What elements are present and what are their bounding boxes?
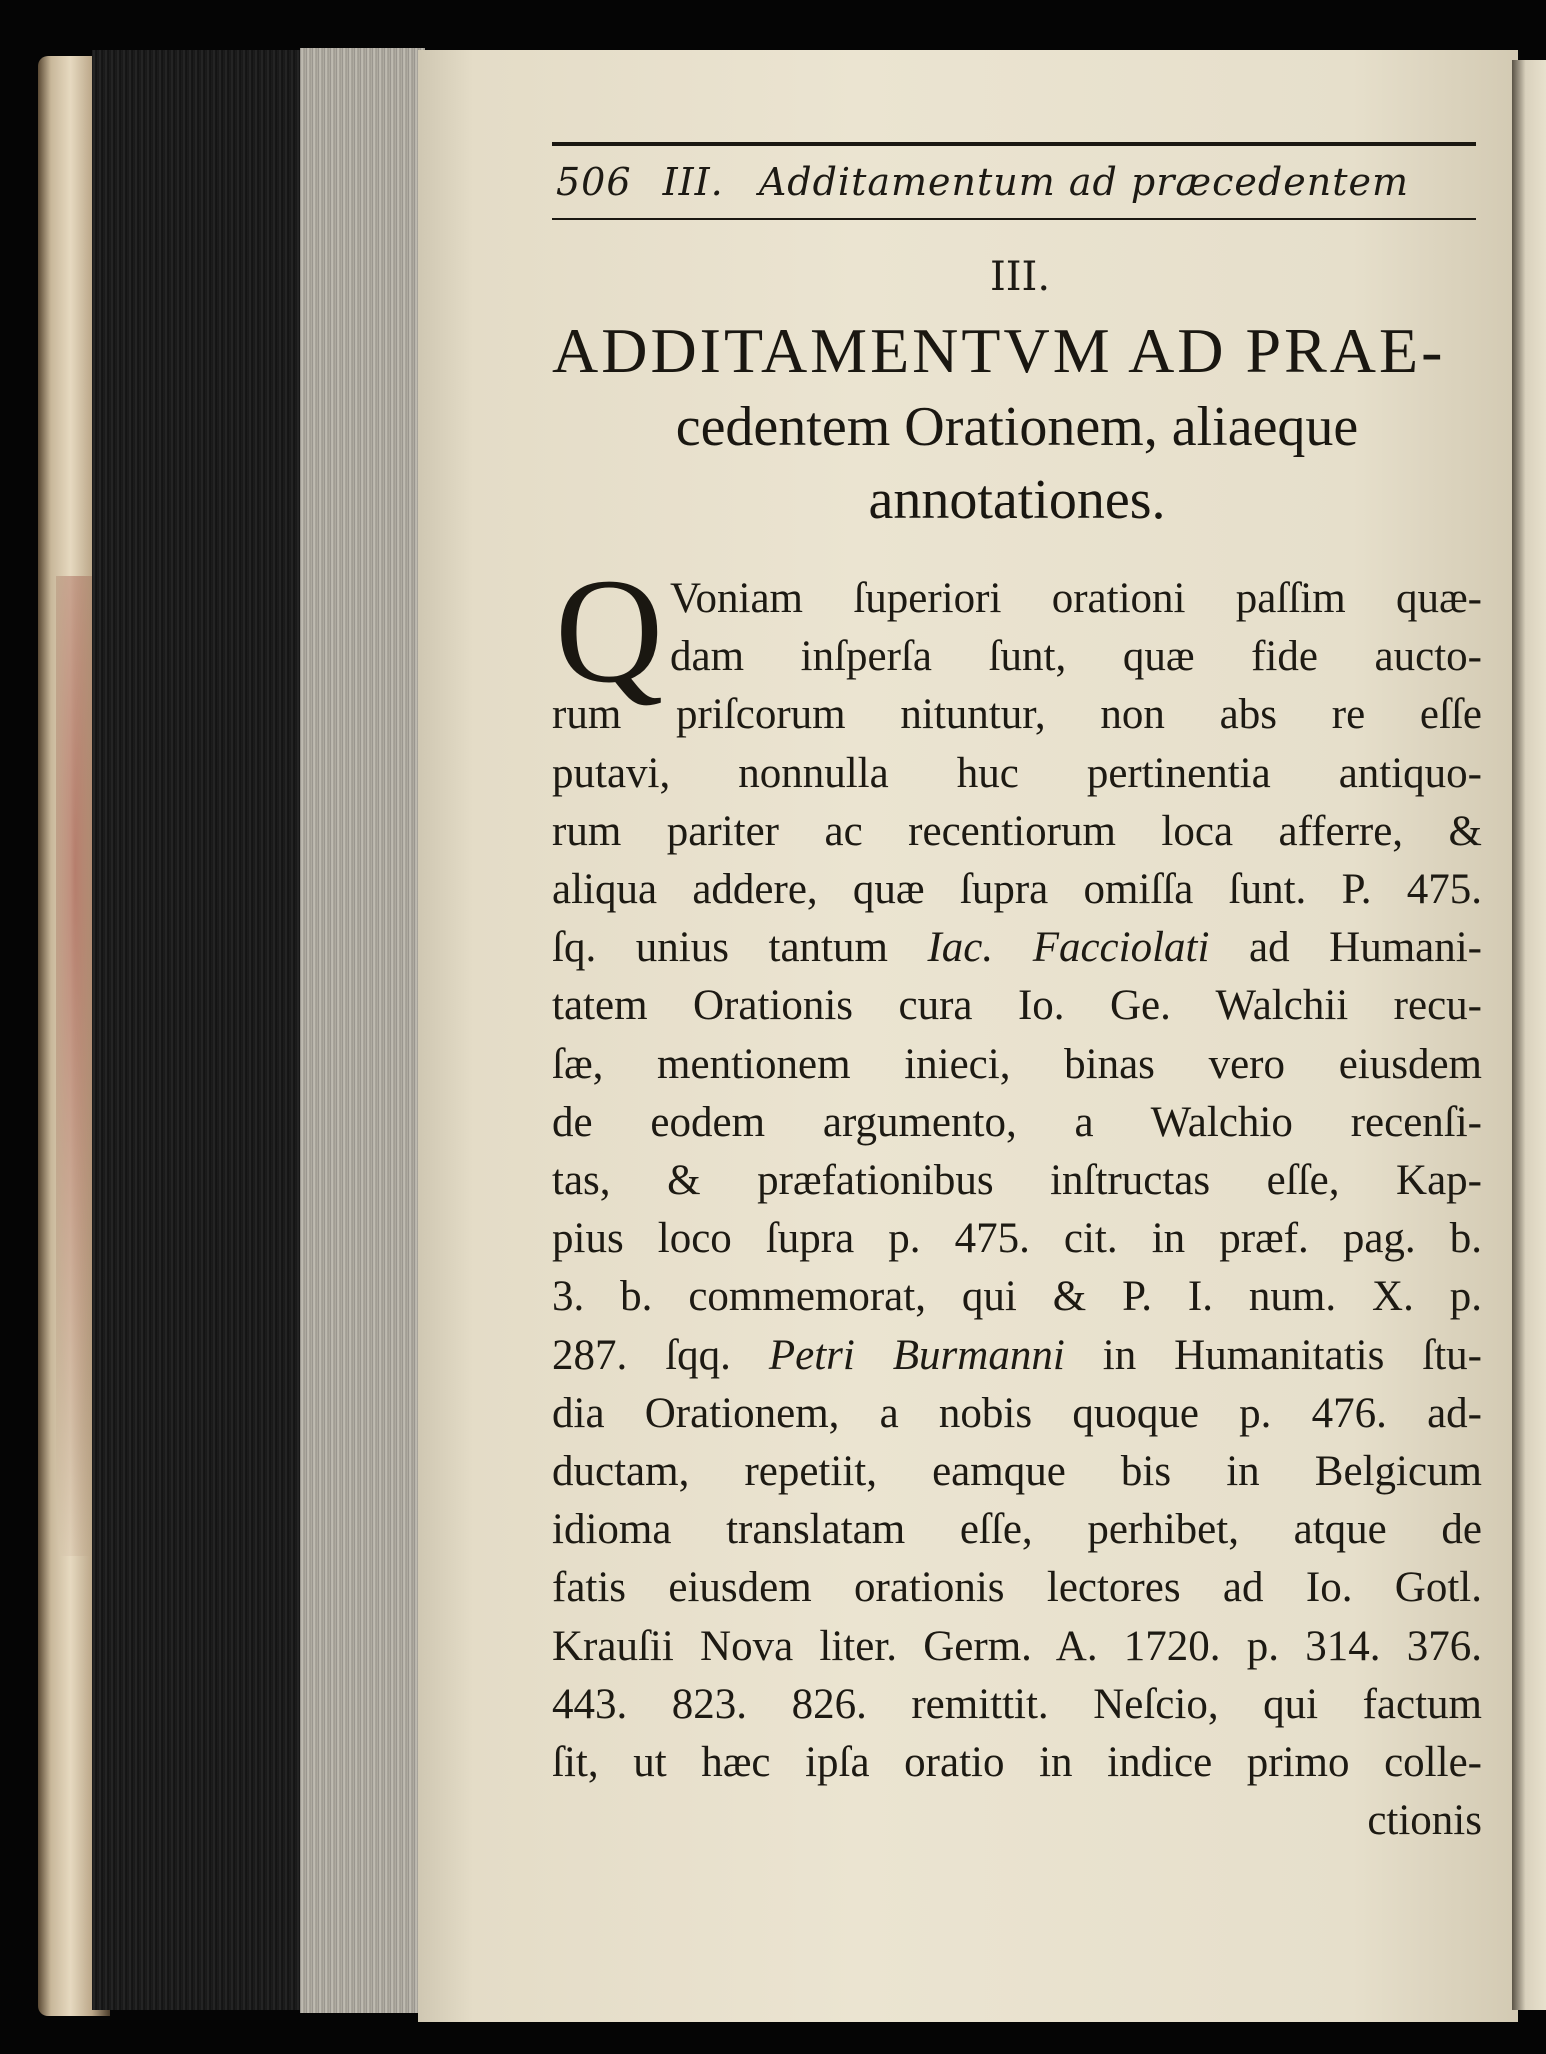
text-run: 287. ſqq. [552,1331,769,1379]
text-line: putavi, nonnulla huc pertinentia antiquo- [552,749,1482,797]
text-line: Voniam ſuperiori orationi paſſim quæ- [670,575,1482,622]
text-line: aliqua addere, quæ ſupra omiſſa ſunt. P. 475. [552,866,1482,914]
page-block-fore-edge [300,48,425,2013]
text-line [552,919,1482,977]
section-number: III. [989,254,1051,300]
heading-line-2: cedentem Orationem, aliaeque [675,396,1359,458]
heading-line-1: ADDITAMENTVM AD PRAE- [552,315,1446,386]
running-head [556,160,1476,212]
text-run: ſq. unius tantum [552,924,928,972]
text-line: tas, & præfationibus inſtructas eſſe, Kap- [552,1157,1482,1205]
text-line: rum priſcorum nituntur, non abs re eſſe [552,691,1482,739]
catchword: ctionis [1367,1797,1482,1845]
italic-name: Iac. Facciolati [927,924,1210,972]
italic-name: Petri Burmanni [768,1331,1065,1379]
chapter-heading [552,312,1482,536]
text-line: ſit, ut hæc ipſa oratio in indice primo colle- [552,1739,1482,1787]
text-line: ductam, repetiit, eamque bis in Belgicum [552,1448,1482,1496]
text-line: idioma translatam eſſe, perhibet, atque de [552,1506,1482,1554]
text-line: de eodem argumento, a Walchio recenſi- [552,1098,1482,1146]
page-number: 506 [556,160,632,204]
text-line: fatis eiusdem orationis lectores ad Io. Gotl. [552,1564,1482,1612]
text-line: rum pariter ac recentiorum loca afferre, & [552,807,1482,855]
text-line: pius loco ſupra p. 475. cit. in præf. pag. b. [552,1215,1482,1263]
text-line: dia Orationem, a nobis quoque p. 476. ad- [552,1389,1482,1437]
text-line: tatem Orationis cura Io. Ge. Walchii recu- [552,982,1482,1030]
running-head-section: III. [662,160,724,204]
body-text [552,570,1482,1850]
text-line: Krauſii Nova liter. Germ. A. 1720. p. 314. 376. [552,1622,1482,1670]
text-run: ad Humani- [1209,924,1482,972]
running-head-title: Additamentum ad præcedentem [758,160,1409,204]
drop-cap: Q [555,548,664,714]
text-line: 443. 823. 826. remittit. Neſcio, qui factum [552,1680,1482,1728]
text-line [552,1327,1482,1385]
text-run: in Humanitatis ſtu- [1064,1331,1482,1379]
text-line: 3. b. commemorat, qui & P. I. num. X. p. [552,1273,1482,1321]
header-rule-top [552,142,1476,146]
text-line: dam inſperſa ſunt, quæ fide aucto- [670,633,1482,681]
heading-line-3: annotationes. [868,469,1166,531]
facing-page-edge [1512,60,1546,2010]
text-line: ſæ, mentionem inieci, binas vero eiusdem [552,1040,1482,1088]
page-block-edges [92,50,312,2010]
header-rule-bottom [552,218,1476,220]
